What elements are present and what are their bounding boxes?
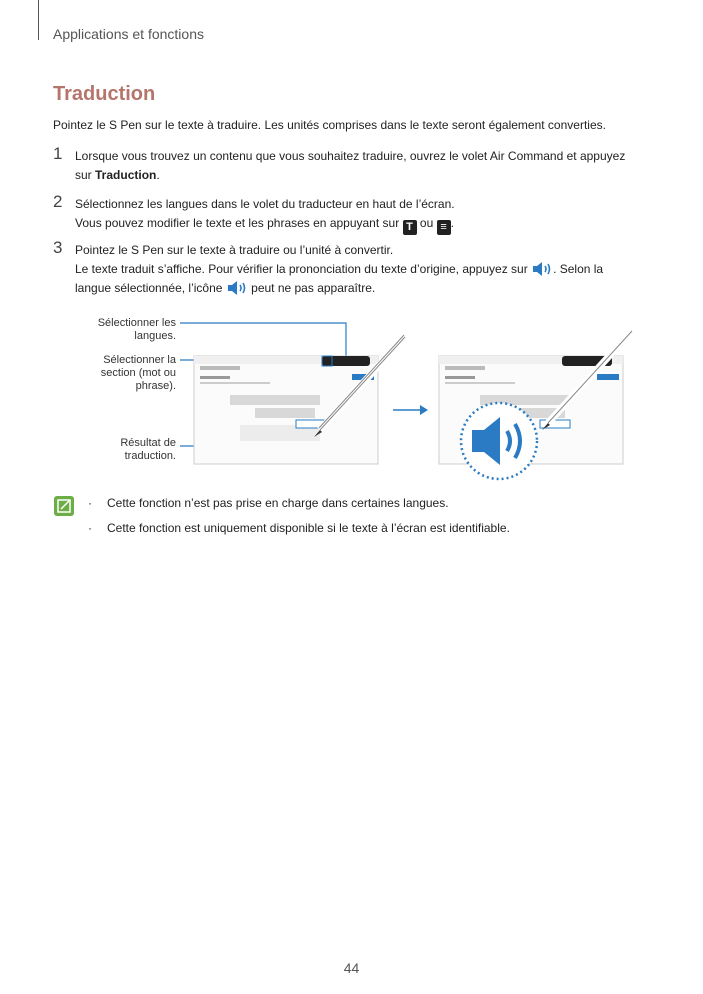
bullet-dot: · [88, 496, 92, 510]
leader-line [180, 323, 346, 356]
text-icon: T [403, 220, 417, 235]
bold-term: Traduction [95, 168, 157, 182]
arrow-right-icon [393, 405, 428, 415]
step-line: langue sélectionnée, l’icône [75, 281, 223, 295]
callout-languages: Sélectionner les langues. [97, 317, 176, 342]
step-line: Le texte traduit s’affiche. Pour vérifier la prononciation du texte d’origine, appuyez sur [75, 262, 528, 276]
step-line: . Selon la [553, 262, 604, 276]
step-line: Sélectionnez les langues dans le volet du traducteur en haut de l’écran. [75, 197, 455, 211]
bullet-dot: · [88, 521, 92, 535]
punctuation: . [156, 168, 160, 182]
note-icon [54, 496, 74, 516]
intro-text: Pointez le S Pen sur le texte à traduire. Les unités comprises dans le texte seront également converties. [53, 118, 606, 132]
sentence-icon: ≡ [437, 220, 451, 235]
punctuation: . [450, 216, 454, 230]
note-item [90, 521, 510, 535]
page-number: 44 [343, 960, 360, 976]
step-number: 1 [53, 144, 63, 163]
step-number: 2 [53, 192, 63, 211]
screenshot-before [194, 335, 405, 464]
page-header: Applications et fonctions [53, 26, 204, 42]
note-text: Cette fonction n’est pas prise en charge dans certaines langues. [107, 496, 449, 510]
step-line: peut ne pas apparaître. [251, 281, 376, 295]
step-number: 3 [53, 238, 63, 257]
note-item [90, 496, 449, 510]
step-line: Pointez le S Pen sur le texte à traduire ou l’unité à convertir. [75, 243, 394, 257]
conjunction: ou [419, 216, 434, 230]
screenshot-after [439, 331, 632, 479]
step-line: sur [75, 168, 96, 182]
section-title: Traduction [53, 83, 156, 105]
step-line: Lorsque vous trouvez un contenu que vous souhaitez traduire, ouvrez le volet Air Command et appuyez [75, 149, 626, 163]
step-line: Vous pouvez modifier le texte et les phrases en appuyant sur [75, 216, 400, 230]
callout-result: Résultat de traduction. [120, 437, 176, 462]
note-text: Cette fonction est uniquement disponible si le texte à l’écran est identifiable. [107, 521, 510, 535]
callout-section: Sélectionner la section (mot ou phrase). [100, 354, 176, 392]
